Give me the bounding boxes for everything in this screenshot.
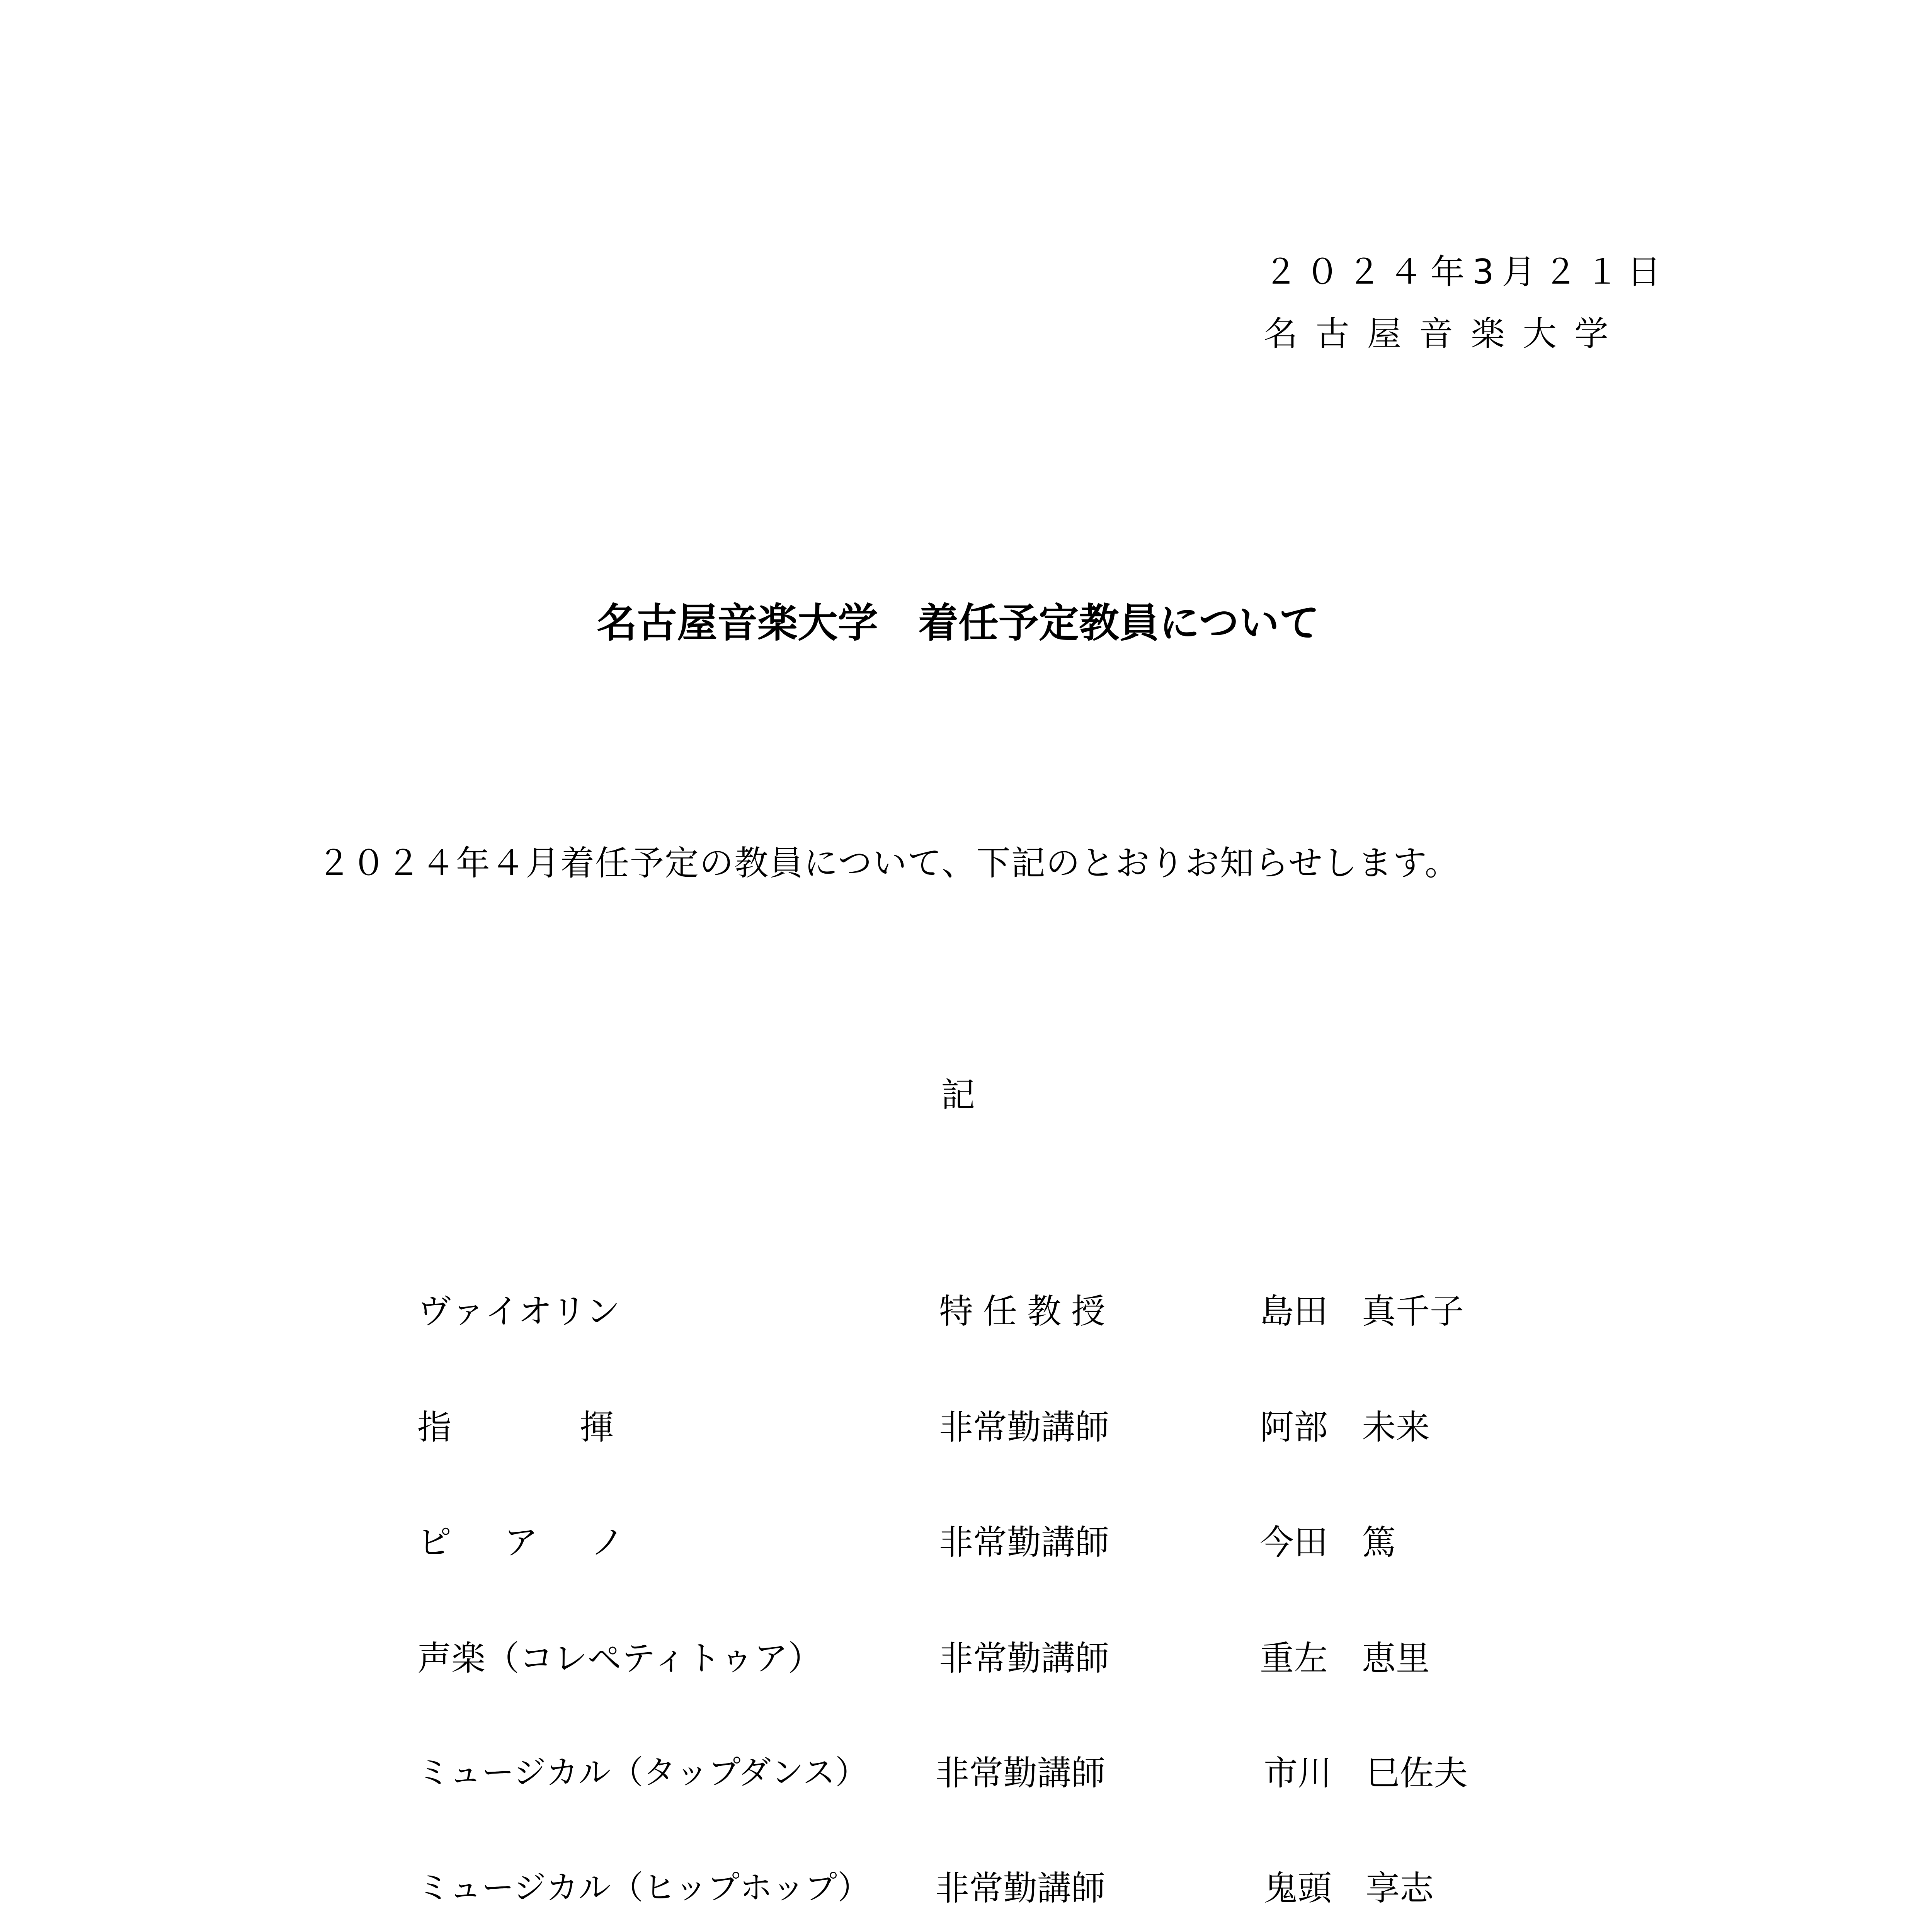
faculty-position: 特任教授	[939, 1291, 1116, 1331]
faculty-position: 非常勤講師	[939, 1638, 1109, 1678]
faculty-position: 非常勤講師	[935, 1868, 1106, 1908]
intro-text: ２０２４年４月着任予定の教員について、下記のとおりお知らせします。	[317, 843, 1460, 883]
faculty-subject: ミュージカル（タップダンス）	[417, 1753, 868, 1791]
issuer-name: 名古屋音楽大学	[1264, 314, 1627, 354]
faculty-row	[0, 1522, 1916, 1572]
faculty-name: 今田 篤	[1260, 1522, 1396, 1562]
faculty-name: 市川 巳佐夫	[1264, 1753, 1468, 1793]
faculty-subject: ヴァイオリン	[417, 1291, 620, 1331]
faculty-subject: ミュージカル（ヒップホップ）	[417, 1869, 870, 1906]
faculty-subject: 指 揮	[417, 1407, 634, 1447]
faculty-subject: 声楽（コレペティトゥア）	[417, 1638, 822, 1678]
faculty-position: 非常勤講師	[939, 1407, 1109, 1447]
ki-heading: 記	[941, 1075, 975, 1115]
document-date: ２０２４年3月２１日	[1264, 252, 1669, 292]
faculty-name: 阿部 未来	[1260, 1407, 1430, 1447]
faculty-row	[0, 1753, 1916, 1803]
document-title: 名古屋音楽大学 着任予定教員について	[597, 599, 1319, 646]
faculty-row	[0, 1638, 1916, 1688]
faculty-name: 鬼頭 享志	[1264, 1868, 1434, 1908]
faculty-position: 非常勤講師	[935, 1753, 1106, 1793]
faculty-row	[0, 1291, 1916, 1341]
faculty-position: 非常勤講師	[939, 1522, 1109, 1562]
faculty-row	[0, 1407, 1916, 1457]
faculty-name: 島田 真千子	[1260, 1291, 1464, 1331]
faculty-subject: ピ ア ノ	[417, 1522, 634, 1562]
faculty-name: 重左 恵里	[1260, 1638, 1430, 1678]
faculty-row	[0, 1868, 1916, 1918]
